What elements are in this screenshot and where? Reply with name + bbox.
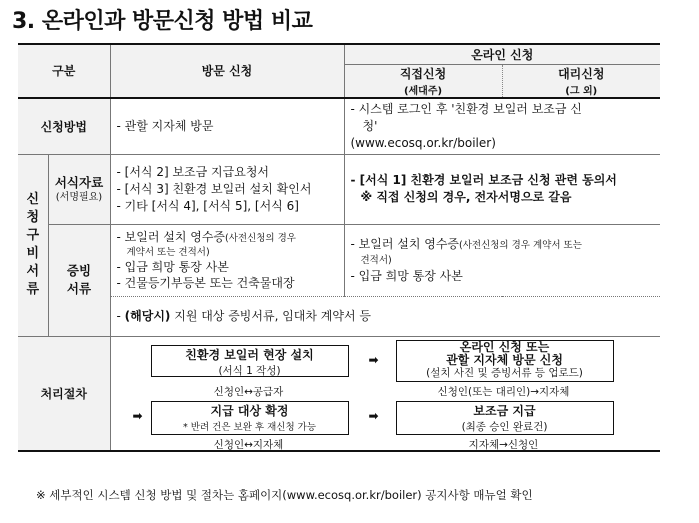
step2-who: 신청인(또는 대리인)→지자체 [437,386,570,399]
step4-title: 보조금 지급 [473,404,536,419]
header-online: 온라인 신청 [344,44,660,64]
arrow-right-icon: ➡ [368,409,379,424]
form-visit-3: - 기타 [서식 4], [서식 5], [서식 6] [116,198,299,213]
form-label: 서식자료 [54,174,104,190]
step2-box [396,340,614,382]
form-online [344,154,660,224]
step1-box [151,345,349,377]
method-online [344,98,660,155]
step1-sub: (서식 1 작성) [218,365,281,378]
ev-visit-1b: (사전신청의 경우 [225,232,296,244]
method-online-line1: - 시스템 로그인 후 '친환경 보일러 보조금 신 [350,101,582,116]
header-direct-label: 직접신청 [399,66,447,81]
form-visit-1: - [서식 2] 보조금 지급요청서 [116,164,270,179]
step3-sub: * 반려 건은 보완 후 재신청 가능 [183,422,316,434]
ev-online-2: - 입금 희망 통장 사본 [350,268,463,283]
header-proxy-sub: (그 외) [565,85,598,97]
form-label-cell [48,154,110,224]
step4-sub: (최종 승인 완료건) [461,421,548,434]
footnote: ※ 세부적인 시스템 신청 방법 및 절차는 홈페이지(www.ecosq.or.kr/boiler) 공지사항 매뉴얼 확인 [36,488,533,502]
arrow-right-icon: ➡ [132,409,143,424]
header-direct-sub: (세대주) [403,85,443,97]
step4-who: 지자체→신청인 [468,439,539,452]
evidence-visit [110,224,344,296]
header-direct [344,64,502,98]
form-sub: (서명필요) [55,191,103,203]
header-category: 구분 [18,44,110,98]
arrow-right-icon: ➡ [368,353,379,368]
step2-title-2: 관할 지자체 방문 신청 [446,353,563,368]
process-label: 처리절차 [18,336,110,451]
evidence-common [110,296,660,336]
method-label: 신청방법 [18,98,110,155]
method-online-url: (www.ecosq.or.kr/boiler) [350,135,496,150]
step2-title-1: 온라인 신청 또는 [459,340,550,355]
evidence-label [48,224,110,336]
form-visit-2: - [서식 3] 친환경 보일러 설치 확인서 [116,181,312,196]
step2-sub: (설치 사진 및 증빙서류 등 업로드) [426,367,583,380]
ev-online-1a: - 보일러 설치 영수증 [350,236,460,251]
ev-online-1b: (사전신청의 경우 계약서 또는 [459,239,582,251]
evidence-online [344,224,660,296]
form-visit [110,154,344,224]
ev-visit-3: - 건물등기부등본 또는 건축물대장 [116,275,295,290]
ev-visit-2: - 입금 희망 통장 사본 [116,259,229,274]
step3-box [151,401,349,435]
process-flow [110,336,660,451]
ev-common-prefix: - [116,308,125,323]
page-title: 3. 온라인과 방문신청 방법 비교 [12,9,313,34]
docs-group-label [18,154,48,336]
ev-visit-1a: - 보일러 설치 영수증 [116,229,226,244]
step1-title: 친환경 보일러 현장 설치 [185,348,314,363]
header-proxy-label: 대리신청 [558,66,605,81]
header-visit: 방문 신청 [110,44,344,98]
step3-title: 지급 대상 확정 [210,404,289,419]
step1-who: 신청인↔공급자 [213,386,284,399]
ev-common-bold: (해당시) [124,308,171,323]
step3-who: 신청인↔지자체 [213,439,284,452]
step4-box [396,401,614,435]
method-visit: - 관할 지자체 방문 [110,98,344,155]
ev-common-rest: 지원 대상 증빙서류, 임대차 계약서 등 [170,308,371,323]
form-online-2: ※ 직접 신청의 경우, 전자서명으로 갈음 [360,190,572,204]
docs-group-text: 신 청 구 비 서 류 [26,192,40,297]
ev-online-1c: 견적서) [360,254,392,266]
form-online-1: - [서식 1] 친환경 보일러 보조금 신청 관련 동의서 [350,173,617,187]
header-proxy [502,64,660,98]
method-online-line2: 청' [362,118,378,133]
comparison-table [18,43,660,452]
evidence-label-text: 증빙서류 [66,263,92,296]
ev-visit-1c: 계약서 또는 견적서) [126,246,210,258]
